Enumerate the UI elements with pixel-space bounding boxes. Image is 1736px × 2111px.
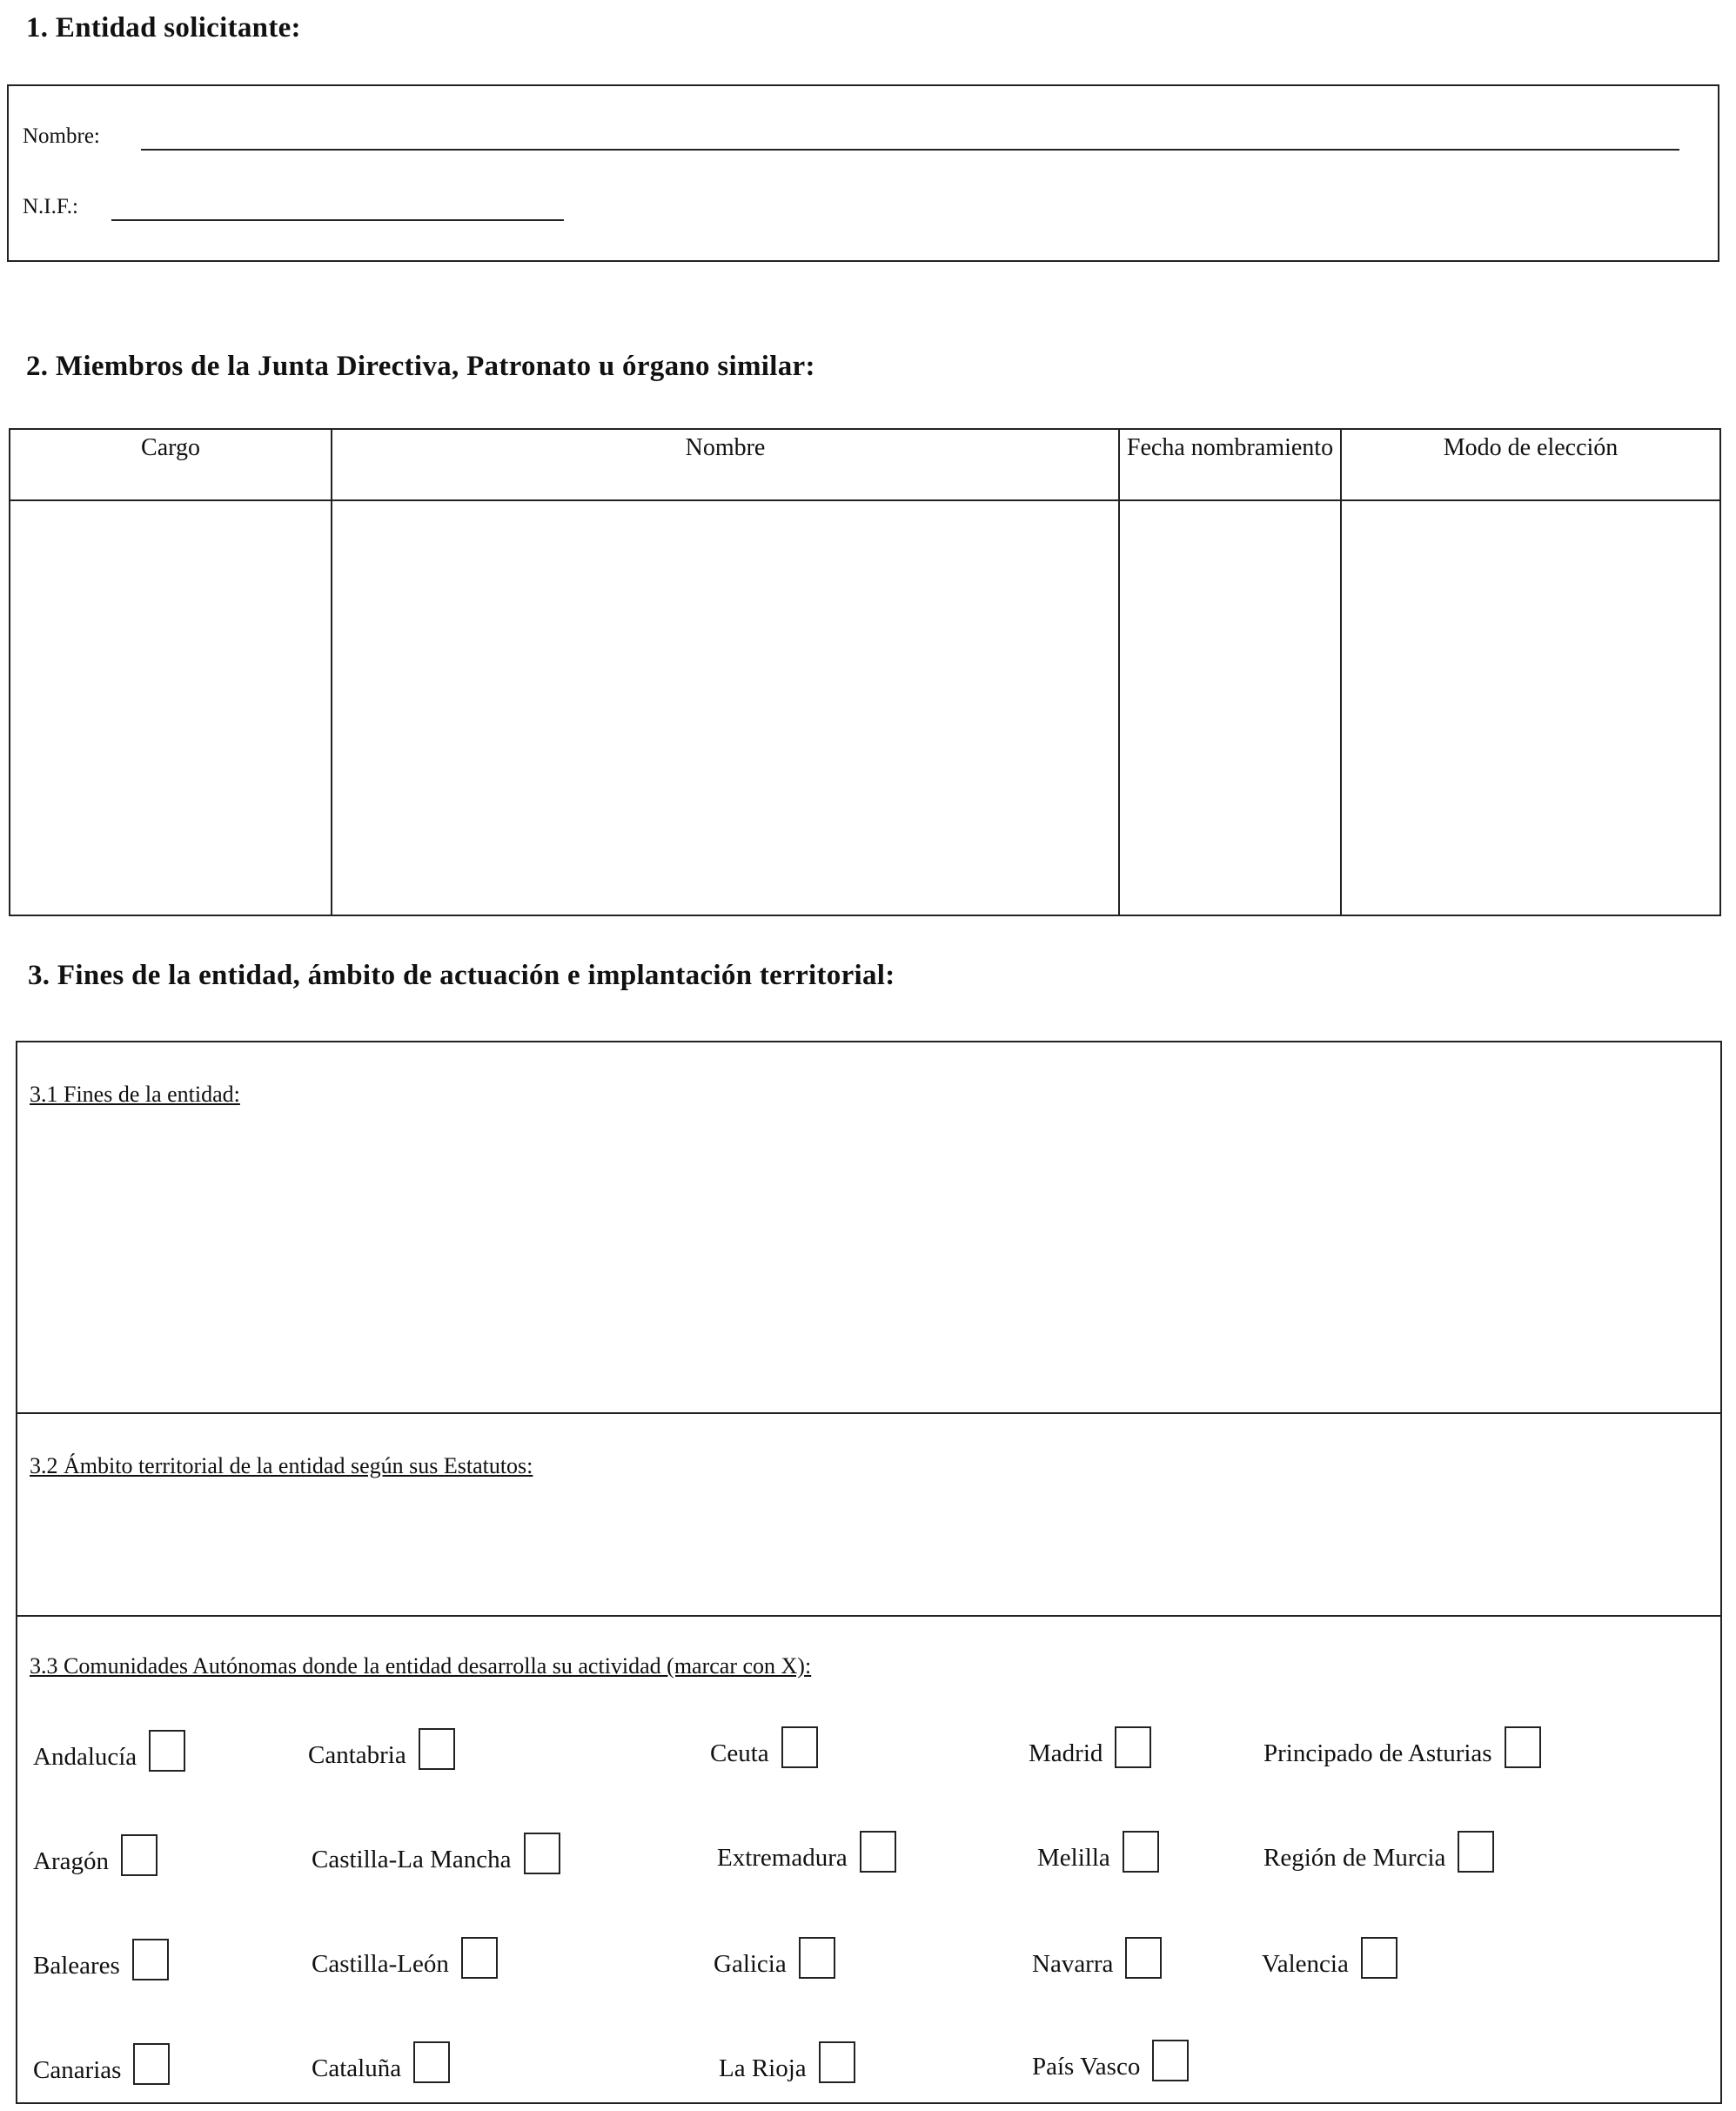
modo-cell[interactable]	[1341, 500, 1720, 915]
checkbox[interactable]	[1505, 1726, 1541, 1768]
ambito-label: 3.2 Ámbito territorial de la entidad según sus Estatutos:	[30, 1453, 533, 1478]
checkbox[interactable]	[819, 2041, 855, 2083]
divider	[16, 1412, 1720, 1414]
checkbox[interactable]	[1458, 1831, 1494, 1873]
region-cantabria[interactable]: Cantabria	[308, 1728, 455, 1770]
checkbox[interactable]	[121, 1834, 158, 1876]
checkbox[interactable]	[860, 1831, 896, 1873]
checkbox[interactable]	[781, 1726, 818, 1768]
checkbox[interactable]	[1123, 1831, 1159, 1873]
checkbox[interactable]	[132, 1939, 169, 1980]
section-3-box	[16, 1041, 1722, 2104]
nombre-cell[interactable]	[332, 500, 1119, 915]
checkbox[interactable]	[413, 2041, 450, 2083]
region-pais-vasco[interactable]: País Vasco	[1032, 2040, 1189, 2081]
checkbox[interactable]	[133, 2043, 170, 2085]
region-melilla[interactable]: Melilla	[1037, 1831, 1159, 1873]
cargo-cell[interactable]	[10, 500, 332, 915]
checkbox[interactable]	[1152, 2040, 1189, 2081]
region-extremadura[interactable]: Extremadura	[717, 1831, 896, 1873]
column-header-fecha: Fecha nombramiento	[1119, 429, 1341, 500]
region-castilla-leon[interactable]: Castilla-León	[312, 1937, 498, 1979]
region-madrid[interactable]: Madrid	[1029, 1726, 1151, 1768]
section-3-title: 3. Fines de la entidad, ámbito de actuación e implantación territorial:	[28, 960, 895, 991]
section-2-title: 2. Miembros de la Junta Directiva, Patronato u órgano similar:	[26, 351, 815, 382]
region-ceuta[interactable]: Ceuta	[710, 1726, 818, 1768]
region-la-rioja[interactable]: La Rioja	[719, 2041, 855, 2083]
region-galicia[interactable]: Galicia	[714, 1937, 835, 1979]
nif-field[interactable]	[111, 219, 564, 221]
checkbox[interactable]	[419, 1728, 455, 1770]
region-baleares[interactable]: Baleares	[33, 1939, 169, 1980]
nif-label: N.I.F.:	[23, 195, 78, 218]
region-cataluna[interactable]: Cataluña	[312, 2041, 450, 2083]
checkbox[interactable]	[461, 1937, 498, 1979]
checkbox[interactable]	[1115, 1726, 1151, 1768]
checkbox[interactable]	[1361, 1937, 1398, 1979]
region-navarra[interactable]: Navarra	[1032, 1937, 1162, 1979]
region-andalucia[interactable]: Andalucía	[33, 1730, 185, 1772]
entity-box	[7, 84, 1719, 262]
comunidades-label: 3.3 Comunidades Autónomas donde la entidad desarrolla su actividad (marcar con X):	[30, 1653, 812, 1679]
divider	[16, 1615, 1720, 1617]
table-header-row	[10, 429, 1720, 500]
column-header-cargo: Cargo	[10, 429, 332, 500]
region-aragon[interactable]: Aragón	[33, 1834, 158, 1876]
region-valencia[interactable]: Valencia	[1262, 1937, 1398, 1979]
nombre-field[interactable]	[141, 149, 1679, 151]
fines-label: 3.1 Fines de la entidad:	[30, 1082, 240, 1107]
section-1-title: 1. Entidad solicitante:	[26, 12, 301, 44]
nombre-label: Nombre:	[23, 124, 100, 148]
checkbox[interactable]	[1125, 1937, 1162, 1979]
column-header-nombre: Nombre	[332, 429, 1119, 500]
region-region-de-murcia[interactable]: Región de Murcia	[1263, 1831, 1494, 1873]
checkbox[interactable]	[799, 1937, 835, 1979]
fecha-cell[interactable]	[1119, 500, 1341, 915]
checkbox[interactable]	[524, 1833, 560, 1874]
column-header-modo: Modo de elección	[1341, 429, 1720, 500]
members-table	[9, 428, 1721, 916]
table-row	[10, 500, 1720, 915]
region-canarias[interactable]: Canarias	[33, 2043, 170, 2085]
region-principado-de-asturias[interactable]: Principado de Asturias	[1263, 1726, 1541, 1768]
checkbox[interactable]	[149, 1730, 185, 1772]
region-castilla-la-mancha[interactable]: Castilla-La Mancha	[312, 1833, 560, 1874]
